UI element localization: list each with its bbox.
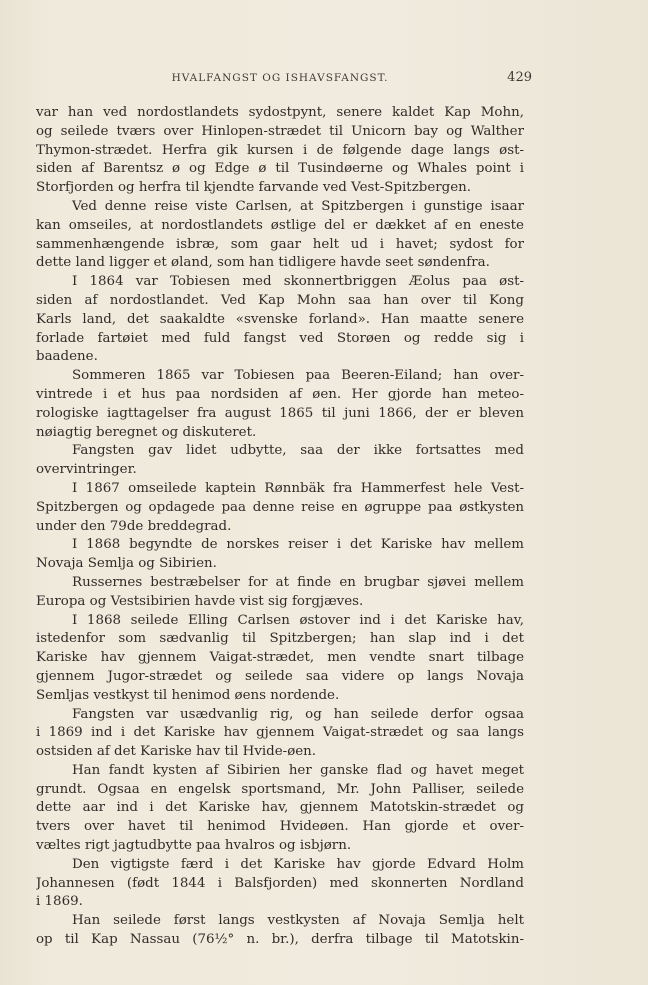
- text-line: I 1867 omseilede kaptein Rønnbäk fra Hammerfest hele Vest-: [72, 480, 524, 496]
- text-line: siden af nordostlandet. Ved Kap Mohn saa han over til Kong: [36, 292, 524, 308]
- text-line: Johannesen (født 1844 i Balsfjorden) med skonnerten Nordland: [36, 875, 524, 891]
- text-line: Russernes bestræbelser for at finde en brugbar sjøvei mellem: [72, 574, 524, 590]
- text-line: og seilede tværs over Hinlopen-strædet til Unicorn bay og Walther: [36, 123, 524, 139]
- text-line: i 1869 ind i det Kariske hav gjennem Vaigat-strædet og saa langs: [36, 725, 524, 741]
- text-body: [36, 104, 524, 950]
- text-line: nøiagtig beregnet og diskuteret.: [36, 424, 257, 440]
- text-line: baadene.: [36, 349, 98, 365]
- text-line: Han fandt kysten af Sibirien her ganske flad og havet meget: [72, 762, 524, 778]
- text-line: ostsiden af det Kariske hav til Hvide-øen.: [36, 744, 317, 760]
- text-line: i 1869.: [36, 894, 83, 910]
- text-line: vintrede i et hus paa nordsiden af øen. Her gjorde han meteo-: [36, 386, 524, 402]
- text-line: overvintringer.: [36, 462, 137, 478]
- text-line: Novaja Semlja og Sibirien.: [36, 556, 217, 572]
- text-line: forlade fartøiet med fuld fangst ved Storøen og redde sig i: [36, 330, 524, 346]
- text-line: Han seilede først langs vestkysten af Novaja Semlja helt: [72, 913, 524, 929]
- text-line: gjennem Jugor-strædet og seilede saa videre op langs Novaja: [36, 668, 524, 684]
- text-line: grundt. Ogsaa en engelsk sportsmand, Mr. John Palliser, seilede: [36, 781, 524, 797]
- text-line: istedenfor som sædvanlig til Spitzbergen; han slap ind i det: [36, 631, 524, 647]
- text-line: op til Kap Nassau (76½° n. br.), derfra tilbage til Matotskin-: [36, 932, 524, 948]
- text-line: var han ved nordostlandets sydostpynt, senere kaldet Kap Mohn,: [36, 105, 524, 120]
- text-line: tvers over havet til henimod Hvideøen. Han gjorde et over-: [36, 819, 524, 835]
- text-line: rologiske iagttagelser fra august 1865 til juni 1866, der er bleven: [36, 405, 524, 421]
- text-line: Fangsten var usædvanlig rig, og han seilede derfor ogsaa: [72, 706, 524, 722]
- text-line: Kariske hav gjennem Vaigat-strædet, men vendte snart tilbage: [36, 650, 524, 666]
- page-number: 429: [507, 70, 532, 85]
- text-line: Storfjorden og herfra til kjendte farvande ved Vest-Spitzbergen.: [36, 180, 472, 196]
- text-line: Semljas vestkyst til henimod øens nordende.: [36, 687, 340, 703]
- text-line: dette aar ind i det Kariske hav, gjennem Matotskin-strædet og: [36, 800, 524, 816]
- text-line: væltes rigt jagtudbytte paa hvalros og isbjørn.: [36, 838, 352, 854]
- text-line: Karls land, det saakaldte «svenske forland». Han maatte senere: [36, 311, 524, 327]
- text-line: I 1864 var Tobiesen med skonnertbriggen Æolus paa øst-: [72, 274, 524, 290]
- text-line: Europa og Vestsibirien havde vist sig forgjæves.: [36, 593, 364, 609]
- text-line: under den 79de breddegrad.: [36, 518, 232, 534]
- text-line: Ved denne reise viste Carlsen, at Spitzbergen i gunstige isaar: [72, 198, 524, 214]
- text-line: I 1868 begyndte de norskes reiser i det Kariske hav mellem: [72, 537, 524, 553]
- text-line: Den vigtigste færd i det Kariske hav gjorde Edvard Holm: [72, 856, 524, 872]
- text-line: Spitzbergen og opdagede paa denne reise en øgruppe paa østkysten: [36, 499, 524, 515]
- text-line: siden af Barentsz ø og Edge ø til Tusindøerne og Whales point i: [36, 161, 524, 177]
- text-line: dette land ligger et øland, som han tidligere havde seet søndenfra.: [36, 255, 490, 271]
- text-line: kan omseiles, at nordostlandets østlige del er dækket af en eneste: [36, 217, 524, 233]
- text-line: Thymon-strædet. Herfra gik kursen i de følgende dage langs øst-: [36, 142, 524, 158]
- text-line: sammenhængende isbræ, som gaar helt ud i havet; sydost for: [36, 236, 524, 252]
- running-title: HVALFANGST OG ISHAVSFANGST.: [171, 72, 389, 84]
- text-line: I 1868 seilede Elling Carlsen østover ind i det Kariske hav,: [72, 612, 524, 628]
- text-line: Sommeren 1865 var Tobiesen paa Beeren-Eiland; han over-: [72, 368, 524, 384]
- text-line: Fangsten gav lidet udbytte, saa der ikke fortsattes med: [72, 443, 524, 459]
